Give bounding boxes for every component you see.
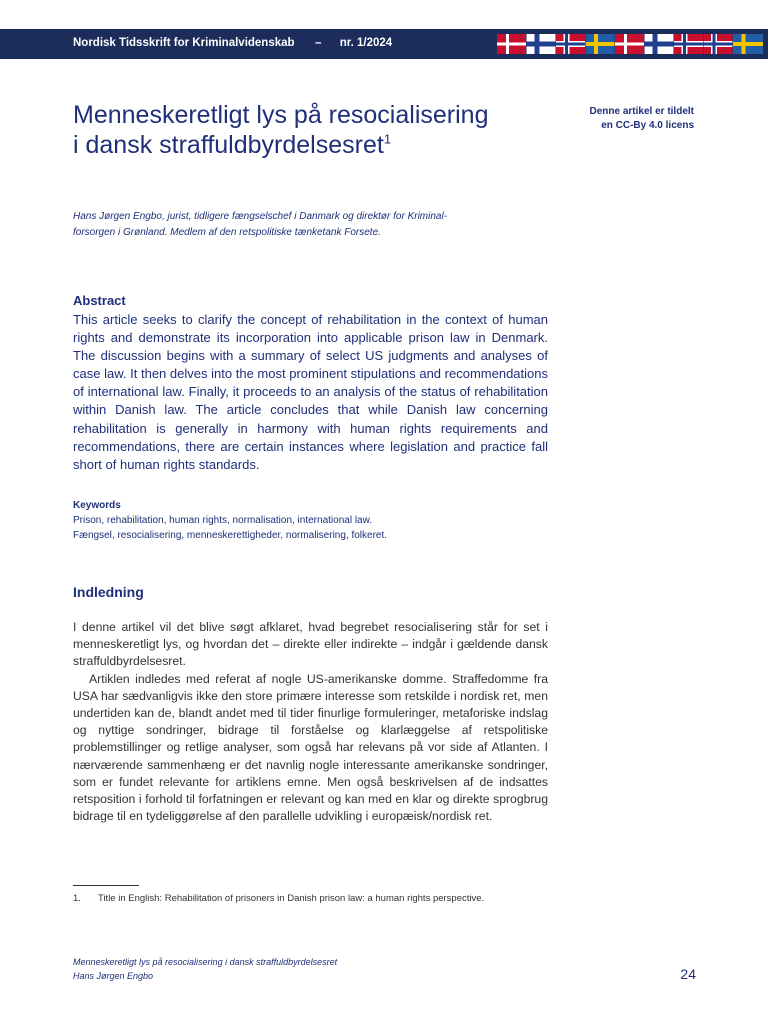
- author-line-1: Hans Jørgen Engbo, jurist, tidligere fængselschef i Danmark og direktør for Kriminal-: [73, 211, 448, 222]
- journal-name: [73, 37, 392, 49]
- author-line-2: forsorgen i Grønland. Medlem af den retspolitiske tænketank Forsete.: [73, 227, 381, 238]
- author-info: [73, 209, 553, 241]
- footnote-text: Title in English: Rehabilitation of prisoners in Danish prison law: a human rights perspective.: [98, 893, 485, 904]
- issue-number: nr. 1/2024: [339, 37, 393, 49]
- body-text: [73, 619, 548, 825]
- paragraph-2: Artiklen indledes med referat af nogle US-amerikanske domme. Straffedomme fra USA har sædvanligvis ikke den store primære interesse som retskilde i nordisk ret, men undertiden kan de, blandt andet med til tider finurlige formuleringer, metaforiske indslag og nyttige sondringer, bidrage til forståelse og klarlæggelse af retspolitiske problemstillinger og retlige analyser, som også har relevans på vor side af Atlanten. I nærværende sammenhæng er det navnlig nogle interessante amerikanske sondringer, som er fundet relevante for artiklens emne. Men også beskrivelsen af de indsattes retsposition i forhold til forfatningen er relevant og kan med en klar og direkte sprogbrug bidrage til en tydeliggørelse af den parallelle udvikling i europæisk/nordisk ret.: [73, 671, 548, 824]
- license-line-2: en CC-By 4.0 licens: [601, 120, 694, 131]
- article-title: [73, 100, 543, 160]
- header-separator: –: [314, 37, 322, 49]
- running-footer: [73, 955, 337, 983]
- keywords-english: Prison, rehabilitation, human rights, normalisation, international law.: [73, 515, 373, 526]
- title-line-2: i dansk straffuldbyrdelsesret: [73, 131, 384, 159]
- journal-title: Nordisk Tidsskrift for Kriminalvidenskab: [73, 37, 295, 49]
- journal-header-bar: [0, 29, 768, 59]
- paragraph-1: I denne artikel vil det blive søgt afklaret, hvad begrebet resocialisering står for set i menneskeretligt lys, og hvordan det – direkte eller indirekte – indgår i gældende dansk straffuldbyrdelsesret.: [73, 620, 548, 669]
- abstract-heading: Abstract: [73, 293, 126, 308]
- footnote: [73, 891, 548, 906]
- abstract-text: This article seeks to clarify the concept of rehabilitation in the context of human rights and demonstrate its incorporation into applicable prison law in Denmark. The discussion begins with a summary of select US judgments and analyses of case law. It then delves into the most prominent stipulations and recommendations of international law. Finally, it proceeds to an analysis of the status of rehabilitation within Danish law. The article concludes that while Danish law concerning rehabilitation is generally in harmony with human rights requirements and recommendations, there are certain instances where legislation and practice fall short of human rights standards.: [73, 312, 548, 472]
- license-line-1: Denne artikel er tildelt: [589, 106, 694, 117]
- keywords-danish: Fængsel, resocialisering, menneskerettigheder, normalisering, folkeret.: [73, 530, 388, 541]
- page-number: 24: [680, 966, 696, 982]
- footnote-number: 1.: [73, 893, 81, 904]
- title-footnote-mark[interactable]: 1: [383, 131, 392, 147]
- footer-article-title: Menneskeretligt lys på resocialisering i dansk straffuldbyrdelsesret: [73, 957, 338, 967]
- license-note: [544, 105, 694, 133]
- section-heading: Indledning: [73, 584, 144, 600]
- keywords-heading: Keywords: [73, 500, 121, 511]
- title-line-1: Menneskeretligt lys på resocialisering: [73, 101, 489, 129]
- footnote-divider: [73, 885, 139, 886]
- footer-author: Hans Jørgen Engbo: [73, 971, 154, 981]
- nordic-flags-icon: [497, 34, 763, 54]
